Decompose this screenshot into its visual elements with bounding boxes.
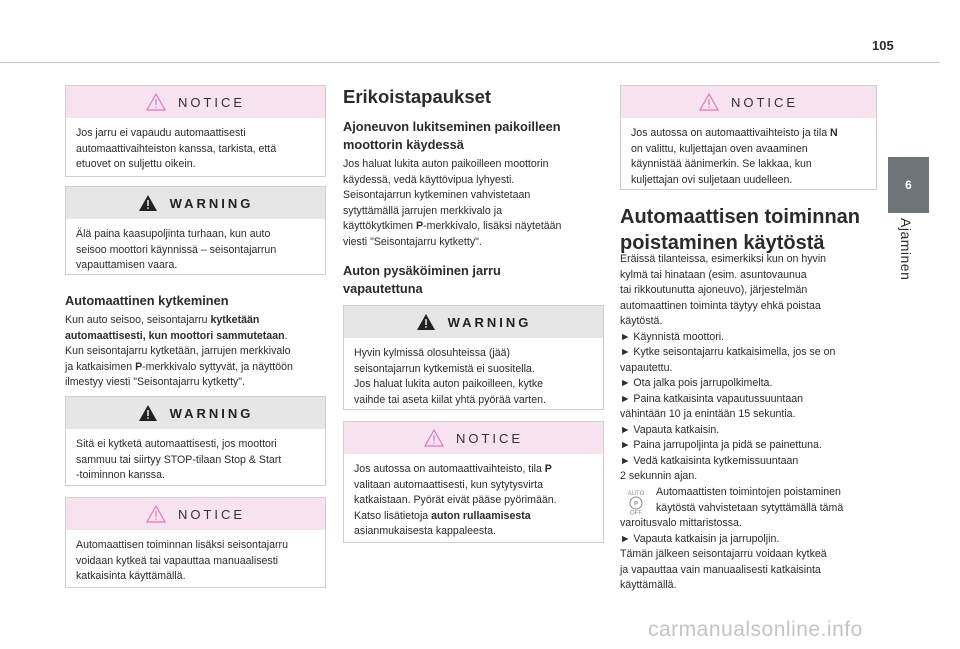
text-line: Eräissä tilanteissa, esimerkiksi kun on hyvin [620,253,827,265]
step-item: ► Vapauta katkaisin. [620,423,720,436]
chapter-tab-label[interactable]: Ajaminen [898,218,914,281]
notice-text [66,530,325,593]
text-line: käynnistää äänimerkin. Se lakkaa, kun [631,158,812,170]
text-run: -merkkivalo syttyvät, ja näyttöön [142,360,293,373]
text-line: kuljettajan ovi suljetaan uudelleen. [631,173,793,186]
notice-triangle-icon [146,93,166,111]
notice-box [620,85,877,190]
notice-box [343,421,604,543]
notice-box [65,497,326,588]
notice-text [344,454,603,548]
heading-line: Auton pysäköiminen jarru [343,263,501,278]
text-line: Hyvin kylmissä olosuhteissa (jää) [354,347,511,359]
section-heading [620,204,860,256]
step-item: ► Ota jalka pois jarrupolkimelta. [620,377,773,389]
step-item: ► Käynnistä moottori. [620,330,725,343]
text-line: katkaistaan. Pyörät eivät pääse pyörimään. [354,494,557,506]
text-line: Automaattisen toiminnan lisäksi seisontajarru [76,539,288,551]
text-line: vaihde tai aseta kiilat yhtä pyörää varten. [354,393,546,406]
paragraph [343,157,561,250]
section-heading: Automaattinen kytkeminen [65,293,229,308]
notice-header [344,422,603,454]
warning-box [65,186,326,275]
text-line: käyttämällä. [620,579,677,591]
text-line: kylmä tai hinataan (esim. asuntovaunua [620,268,807,281]
paragraph [620,516,827,594]
text-line: käytöstä vahvistetaan sytyttämällä tämä [656,501,844,514]
text-line: ilmestyy viesti "Seisontajarru kytketty". [65,376,246,388]
text-run: Jos autossa on automaattivaihteisto ja tila [631,127,831,139]
paragraph [656,485,843,516]
warning-title: WARNING [169,405,254,421]
text-run: Jos autossa on automaattivaihteisto, tila [354,463,545,475]
text-run-bold: N [830,127,838,139]
warning-title: WARNING [447,314,532,330]
text-line: voidaan kytkeä tai vapauttaa manuaalisesti [76,554,278,567]
step-item: ► Vedä katkaisinta kytkemissuuntaan [620,454,799,467]
text-run-bold: P [135,360,143,373]
notice-text [621,118,876,196]
step-item: ► Paina jarrupoljinta ja pidä se painettuna. [620,439,822,451]
text-line: viesti "Seisontajarru kytketty". [343,235,482,248]
text-line: Jos haluat lukita auton paikoilleen, kytke [354,378,544,390]
warning-header [344,306,603,338]
notice-triangle-icon [699,93,719,111]
warning-triangle-icon [416,313,436,331]
notice-triangle-icon [424,429,444,447]
notice-triangle-icon [146,505,166,523]
text-line: etuovet on suljettu oikein. [76,158,196,170]
heading-line: poistaminen käytöstä [620,232,825,254]
notice-box [65,85,326,177]
text-line: varoitusvalo mittaristossa. [620,517,742,529]
notice-title: NOTICE [177,506,246,522]
text-run: käyttökytkimen [343,220,417,232]
text-run-bold: P [544,463,552,475]
step-item: ► Kytke seisontajarru katkaisimella, jos se on [620,346,836,358]
heading-line: Ajoneuvon lukitseminen paikoilleen [343,119,561,134]
top-divider [0,62,940,63]
notice-header [621,86,876,118]
svg-text:P: P [633,501,639,508]
text-line: seisoo moottori käynnissä – seisontajarrun [76,243,277,256]
warning-box [343,305,604,410]
text-line: käydessä, vedä käyttövipua lyhyesti. [343,173,515,186]
text-line: ja vapauttaa vain manuaalisesti katkaisinta [620,563,821,576]
warning-text [66,429,325,492]
text-line: Seisontajarrun kytkeminen vahvistetaan [343,189,531,201]
text-line: seisontajarrun kytkemistä ei suositella. [354,362,535,375]
notice-title: NOTICE [455,430,524,446]
text-run: ja katkaisimen [65,360,136,373]
text-line: -toiminnon kanssa. [76,469,165,481]
text-line: sytyttämällä jarrujen merkkivalo ja [343,204,502,217]
warning-text [66,219,325,282]
warning-triangle-icon [138,194,158,212]
notice-header [66,86,325,118]
text-run-bold: auton rullaamisesta [431,509,531,522]
subsection-heading [343,118,561,154]
step-item: ► Vapauta katkaisin ja jarrupoljin. [620,532,780,545]
notice-header [66,498,325,530]
text-run: Katso lisätietoja [354,509,432,522]
text-line: Sitä ei kytketä automaattisesti, jos moottori [76,438,277,450]
text-line: valitaan automaattisesti, kun sytytysvirta [354,478,544,491]
notice-text [66,118,325,181]
text-run-bold: kytketään [210,314,260,326]
text-line: Tämän jälkeen seisontajarru voidaan kytkeä [620,548,827,560]
watermark: carmanualsonline.info [648,618,863,641]
paragraph [65,313,293,391]
warning-title: WARNING [169,195,254,211]
notice-title: NOTICE [730,94,799,110]
text-run: Kun auto seisoo, seisontajarru [65,314,211,326]
text-line: Automaattisten toimintojen poistaminen [656,486,841,498]
text-line: Jos jarru ei vapaudu automaattisesti [76,127,246,139]
text-line: vapautettu. [620,361,673,374]
auto-off-icon [621,489,651,515]
text-line: vähintään 10 ja enintään 15 sekuntia. [620,408,796,420]
text-line: tai rikkoutunutta ajoneuvo), järjestelmän [620,284,808,296]
chapter-tab-number[interactable]: 6 [888,157,929,213]
warning-box [65,396,326,486]
icon-label-bottom: OFF [630,510,642,515]
text-line: Jos haluat lukita auton paikoilleen moottorin [343,158,549,170]
icon-label-top: AUTO [627,491,645,497]
heading-line: Automaattisen toiminnan [620,206,861,228]
text-line: 2 sekunnin ajan. [620,470,698,482]
warning-header [66,397,325,429]
text-line: Kun seisontajarru kytketään, jarrujen merkkivalo [65,345,291,357]
text-line: automaattinen toiminta täytyy ehkä poistaa [620,299,821,312]
warning-text [344,338,603,416]
warning-triangle-icon [138,404,158,422]
text-run-bold: automaattisesti, kun moottori sammutetaan [65,329,285,342]
text-line: on valittu, kuljettajan oven avaaminen [631,142,808,155]
page-section-title: Erikoistapaukset [343,86,492,107]
text-run: -merkkivalo, lisäksi näytetään [423,220,562,232]
text-line: sammuu tai siirtyy STOP-tilaan Stop & Start [76,453,282,466]
page-number: 105 [872,38,894,53]
text-run: . [284,329,288,342]
text-line: käytöstä. [620,315,663,327]
notice-title: NOTICE [177,94,246,110]
paragraph [620,252,835,485]
subsection-heading [343,262,501,298]
text-line: vapauttamisen vaara. [76,259,178,271]
text-run-bold: P [416,220,424,232]
text-line: katkaisinta käyttämällä. [76,570,186,582]
text-line: asianmukaisesta kappaleesta. [354,525,496,537]
heading-line: vapautettuna [343,281,423,296]
heading-line: moottorin käydessä [343,137,464,152]
text-line: Älä paina kaasupoljinta turhaan, kun auto [76,228,271,240]
text-line: automaattivaihteiston kanssa, tarkista, että [76,142,277,155]
step-item: ► Paina katkaisinta vapautussuuntaan [620,392,804,405]
warning-header [66,187,325,219]
